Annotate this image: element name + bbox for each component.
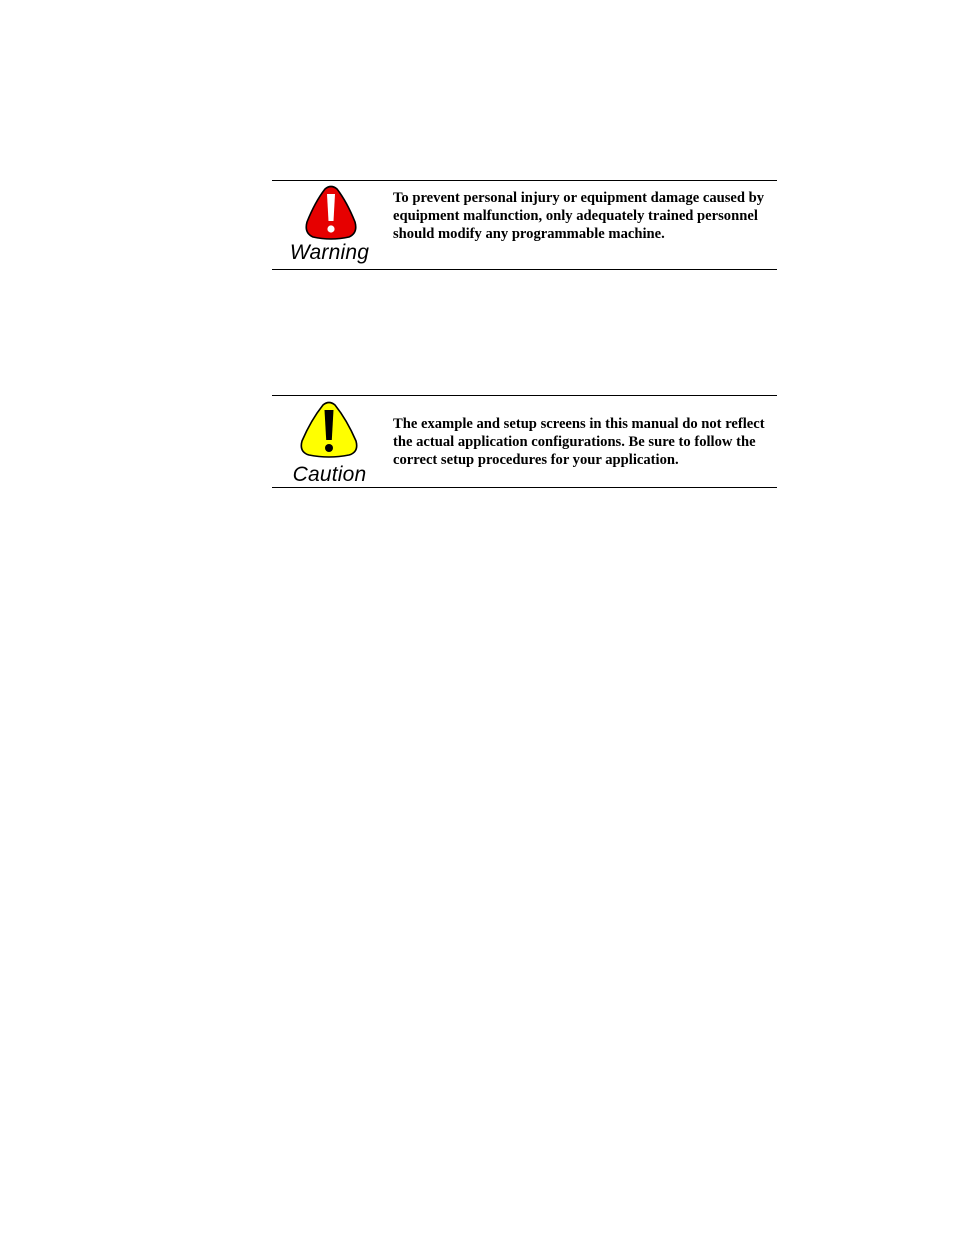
warning-icon-column: [272, 181, 387, 269]
warning-icon: [303, 185, 359, 240]
warning-text: To prevent personal injury or equipment damage caused by equipment malfunction, only adequately trained personnel should modify any programmable machine.: [393, 190, 765, 242]
caution-label: Caution: [292, 463, 367, 486]
caution-icon: [298, 401, 360, 459]
caution-icon-column: [272, 396, 387, 487]
caution-notice: [272, 395, 777, 488]
caution-text: The example and setup screens in this manual do not reflect the actual application configurations. Be sure to follow the correct setup procedures for your application.: [393, 416, 765, 468]
warning-notice: [272, 180, 777, 270]
warning-label: Warning: [289, 241, 370, 264]
